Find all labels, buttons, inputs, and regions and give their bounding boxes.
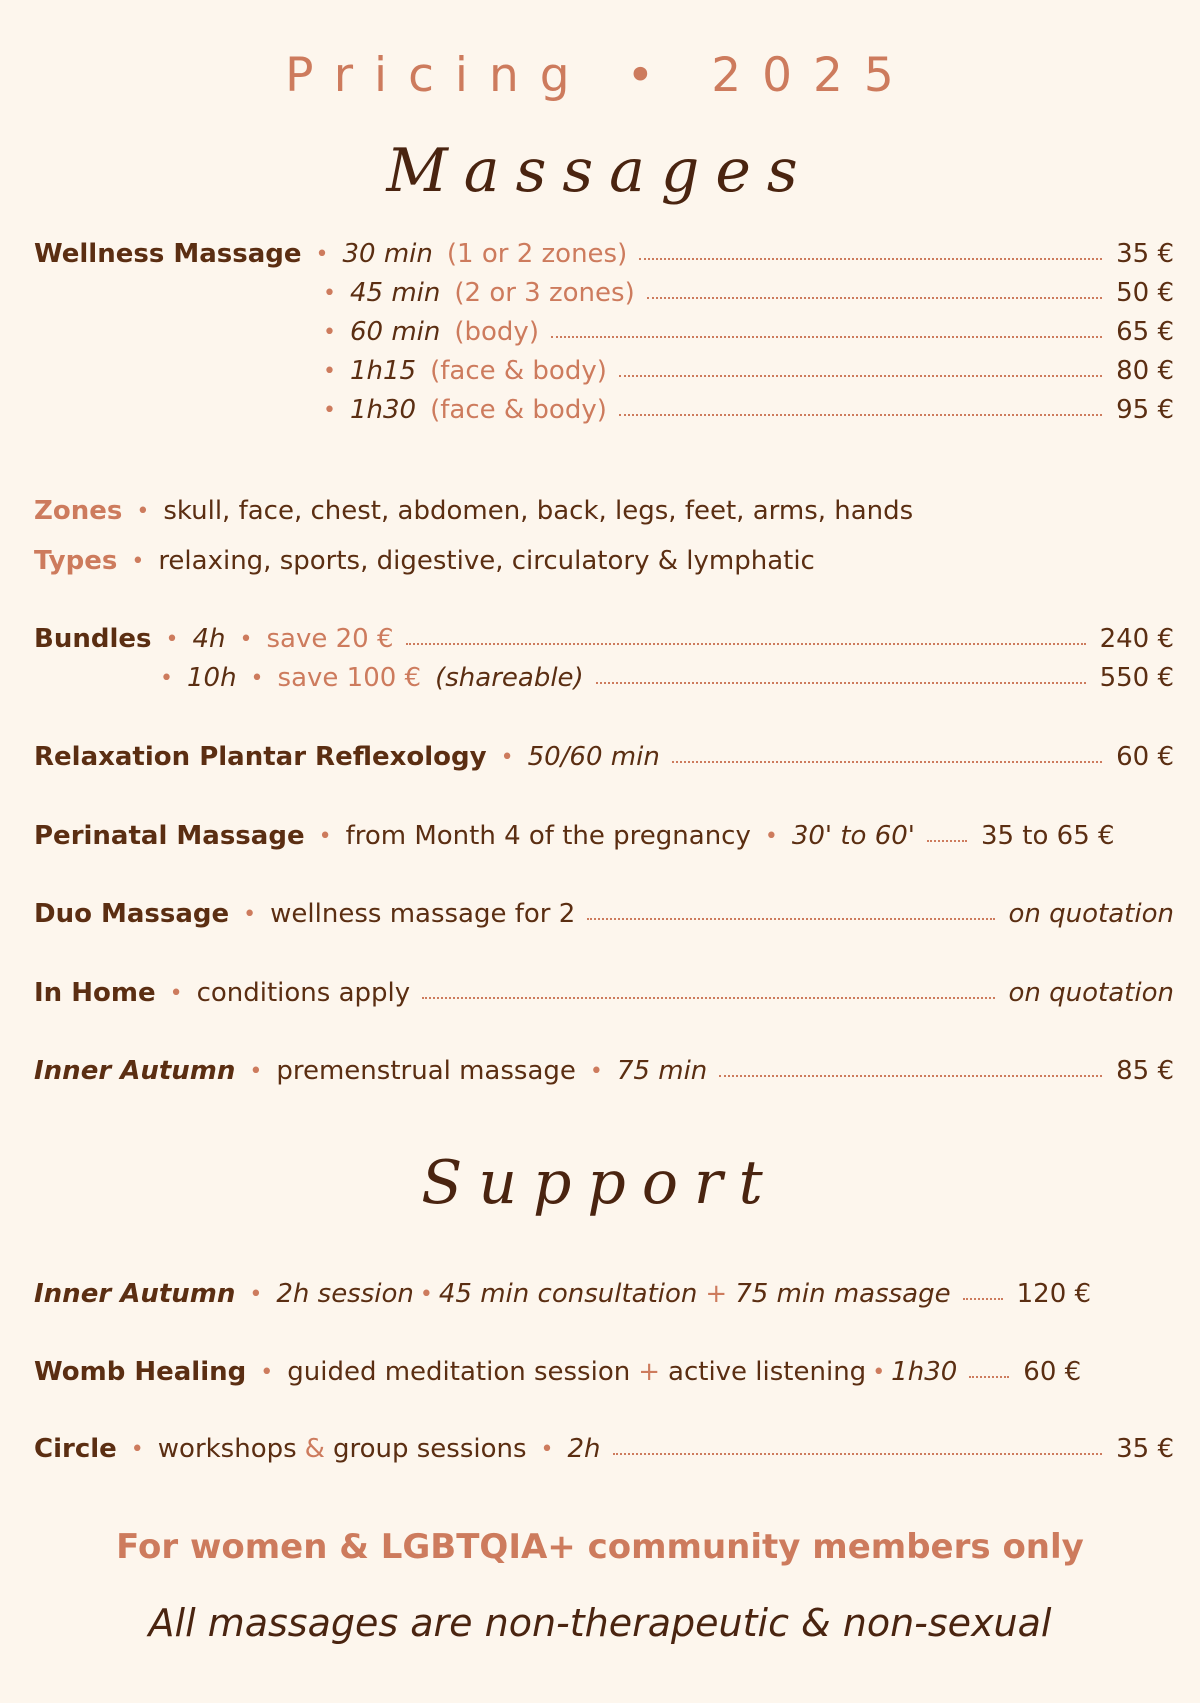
bullet-icon: • xyxy=(131,548,145,574)
bullet-icon: • xyxy=(249,1281,263,1307)
bullet-icon: • xyxy=(239,626,253,652)
inner-autumn-detail: premenstrual massage xyxy=(276,1056,576,1086)
dot-leader xyxy=(969,1376,1009,1378)
support-price: 120 € xyxy=(1016,1279,1092,1309)
bullet-icon: • xyxy=(160,665,173,691)
bundle-price: 550 € xyxy=(1099,663,1174,693)
duo-detail: wellness massage for 2 xyxy=(270,899,576,929)
duo-price: on quotation xyxy=(1008,899,1174,929)
inner-autumn-price: 85 € xyxy=(1116,1056,1174,1086)
option-duration: 30 min xyxy=(342,239,433,269)
circle-part2: group sessions xyxy=(332,1434,527,1464)
perinatal-price: 35 to 65 € xyxy=(980,821,1115,851)
bundles-row-2 xyxy=(160,658,1174,698)
duo-name: Duo Massage xyxy=(34,899,230,929)
option-price: 65 € xyxy=(1116,317,1174,347)
bullet-icon: • xyxy=(872,1359,886,1385)
dot-leader xyxy=(406,643,1086,645)
circle-price: 35 € xyxy=(1116,1434,1174,1464)
perinatal-name: Perinatal Massage xyxy=(34,821,305,851)
plus-icon: + xyxy=(705,1279,728,1309)
option-duration: 1h15 xyxy=(349,356,417,386)
circle-duration: 2h xyxy=(567,1434,601,1464)
dot-leader xyxy=(551,336,1102,338)
option-duration: 60 min xyxy=(349,317,441,347)
option-detail: (2 or 3 zones) xyxy=(454,278,635,308)
dot-leader xyxy=(963,1298,1003,1300)
womb-part1: guided meditation session xyxy=(287,1357,631,1387)
bullet-icon: • xyxy=(130,1436,144,1462)
bullet-icon: • xyxy=(169,980,183,1006)
option-duration: 45 min xyxy=(349,278,441,308)
circle-row xyxy=(34,1429,1174,1469)
inhome-detail: conditions apply xyxy=(196,978,411,1008)
inhome-row xyxy=(34,973,1174,1013)
bullet-icon: • xyxy=(250,665,264,691)
option-price: 80 € xyxy=(1116,356,1174,386)
bullet-icon: • xyxy=(323,397,336,423)
reflexology-price: 60 € xyxy=(1116,742,1174,772)
dot-leader xyxy=(587,918,994,920)
dot-leader xyxy=(596,682,1086,684)
duo-row xyxy=(34,894,1174,934)
bundle-save: save 20 € xyxy=(266,624,394,654)
bundles-row-1 xyxy=(34,619,1174,659)
bullet-icon: • xyxy=(500,744,514,770)
bullet-icon: • xyxy=(249,1058,263,1084)
wellness-row-4 xyxy=(323,351,1174,391)
wellness-row-3 xyxy=(323,312,1174,352)
bullet-icon: • xyxy=(589,1058,603,1084)
option-detail: (1 or 2 zones) xyxy=(446,239,628,269)
bullet-icon: • xyxy=(318,823,332,849)
bullet-icon: • xyxy=(243,901,257,927)
bundle-save: save 100 € xyxy=(277,663,422,693)
womb-duration: 1h30 xyxy=(891,1357,958,1387)
circle-part1: workshops xyxy=(157,1434,297,1464)
plus-icon: + xyxy=(638,1357,661,1387)
bundle-note: (shareable) xyxy=(435,663,584,693)
bundle-duration: 4h xyxy=(192,624,226,654)
bullet-icon: • xyxy=(540,1436,554,1462)
inhome-price: on quotation xyxy=(1008,978,1174,1008)
bullet-icon: • xyxy=(315,241,329,267)
dot-leader xyxy=(619,414,1102,416)
dot-leader xyxy=(639,258,1102,260)
option-price: 35 € xyxy=(1116,239,1174,269)
reflexology-name: Relaxation Plantar Reflexology xyxy=(34,742,487,772)
bundle-duration: 10h xyxy=(186,663,237,693)
wellness-row-5 xyxy=(323,390,1174,430)
dot-leader xyxy=(619,375,1102,377)
inner-autumn-name: Inner Autumn xyxy=(34,1056,236,1086)
section-title-massages: Massages xyxy=(386,136,814,206)
womb-name: Womb Healing xyxy=(34,1357,247,1387)
support-part1: 45 min consultation xyxy=(438,1279,698,1309)
perinatal-detail: from Month 4 of the pregnancy xyxy=(345,821,751,851)
inner-autumn-support-name: Inner Autumn xyxy=(34,1279,236,1309)
dot-leader xyxy=(927,840,967,842)
footer-disclaimer: All massages are non-therapeutic & non-sexual xyxy=(148,1601,1052,1645)
zones-label: Zones xyxy=(34,496,123,526)
inner-autumn-support-row xyxy=(34,1274,1174,1314)
inhome-name: In Home xyxy=(34,978,156,1008)
option-detail: (body) xyxy=(454,317,539,347)
option-detail: (face & body) xyxy=(430,356,607,386)
bullet-icon: • xyxy=(323,358,336,384)
inner-autumn-massage-row xyxy=(34,1051,1174,1091)
footer-eligibility: For women & LGBTQIA+ community members only xyxy=(116,1527,1084,1567)
bullet-icon: • xyxy=(323,319,336,345)
bullet-icon: • xyxy=(136,498,150,524)
wellness-row-1 xyxy=(34,234,1174,274)
types-row xyxy=(34,541,1174,581)
zones-row xyxy=(34,491,1174,531)
section-title-support: Support xyxy=(421,1148,779,1218)
bullet-icon: • xyxy=(764,823,778,849)
reflexology-duration: 50/60 min xyxy=(527,742,660,772)
option-price: 50 € xyxy=(1116,278,1174,308)
option-price: 95 € xyxy=(1116,395,1174,425)
womb-part2: active listening xyxy=(668,1357,867,1387)
bullet-icon: • xyxy=(260,1359,274,1385)
reflexology-row xyxy=(34,737,1174,777)
types-label: Types xyxy=(34,546,118,576)
option-detail: (face & body) xyxy=(430,395,607,425)
wellness-name: Wellness Massage xyxy=(34,239,302,269)
perinatal-duration: 30' to 60' xyxy=(791,821,915,851)
types-text: relaxing, sports, digestive, circulatory & lymphatic xyxy=(158,546,815,576)
zones-text: skull, face, chest, abdomen, back, legs, feet, arms, hands xyxy=(163,496,914,526)
support-part2: 75 min massage xyxy=(735,1279,951,1309)
bullet-icon: • xyxy=(323,280,336,306)
support-session: 2h session xyxy=(276,1279,414,1309)
dot-leader xyxy=(672,761,1102,763)
womb-price: 60 € xyxy=(1023,1357,1082,1387)
page-title: Pricing • 2025 xyxy=(285,48,915,103)
bundle-price: 240 € xyxy=(1099,624,1174,654)
wellness-row-2 xyxy=(323,273,1174,313)
ampersand-icon: & xyxy=(304,1434,325,1464)
dot-leader xyxy=(647,297,1102,299)
dot-leader xyxy=(422,997,994,999)
bundles-name: Bundles xyxy=(34,624,152,654)
perinatal-row xyxy=(34,816,1174,856)
circle-name: Circle xyxy=(34,1434,117,1464)
womb-healing-row xyxy=(34,1352,1174,1392)
bullet-icon: • xyxy=(165,626,179,652)
dot-leader xyxy=(719,1075,1102,1077)
option-duration: 1h30 xyxy=(349,395,417,425)
dot-leader xyxy=(613,1453,1103,1455)
inner-autumn-duration: 75 min xyxy=(616,1056,708,1086)
bullet-icon: • xyxy=(419,1281,433,1307)
